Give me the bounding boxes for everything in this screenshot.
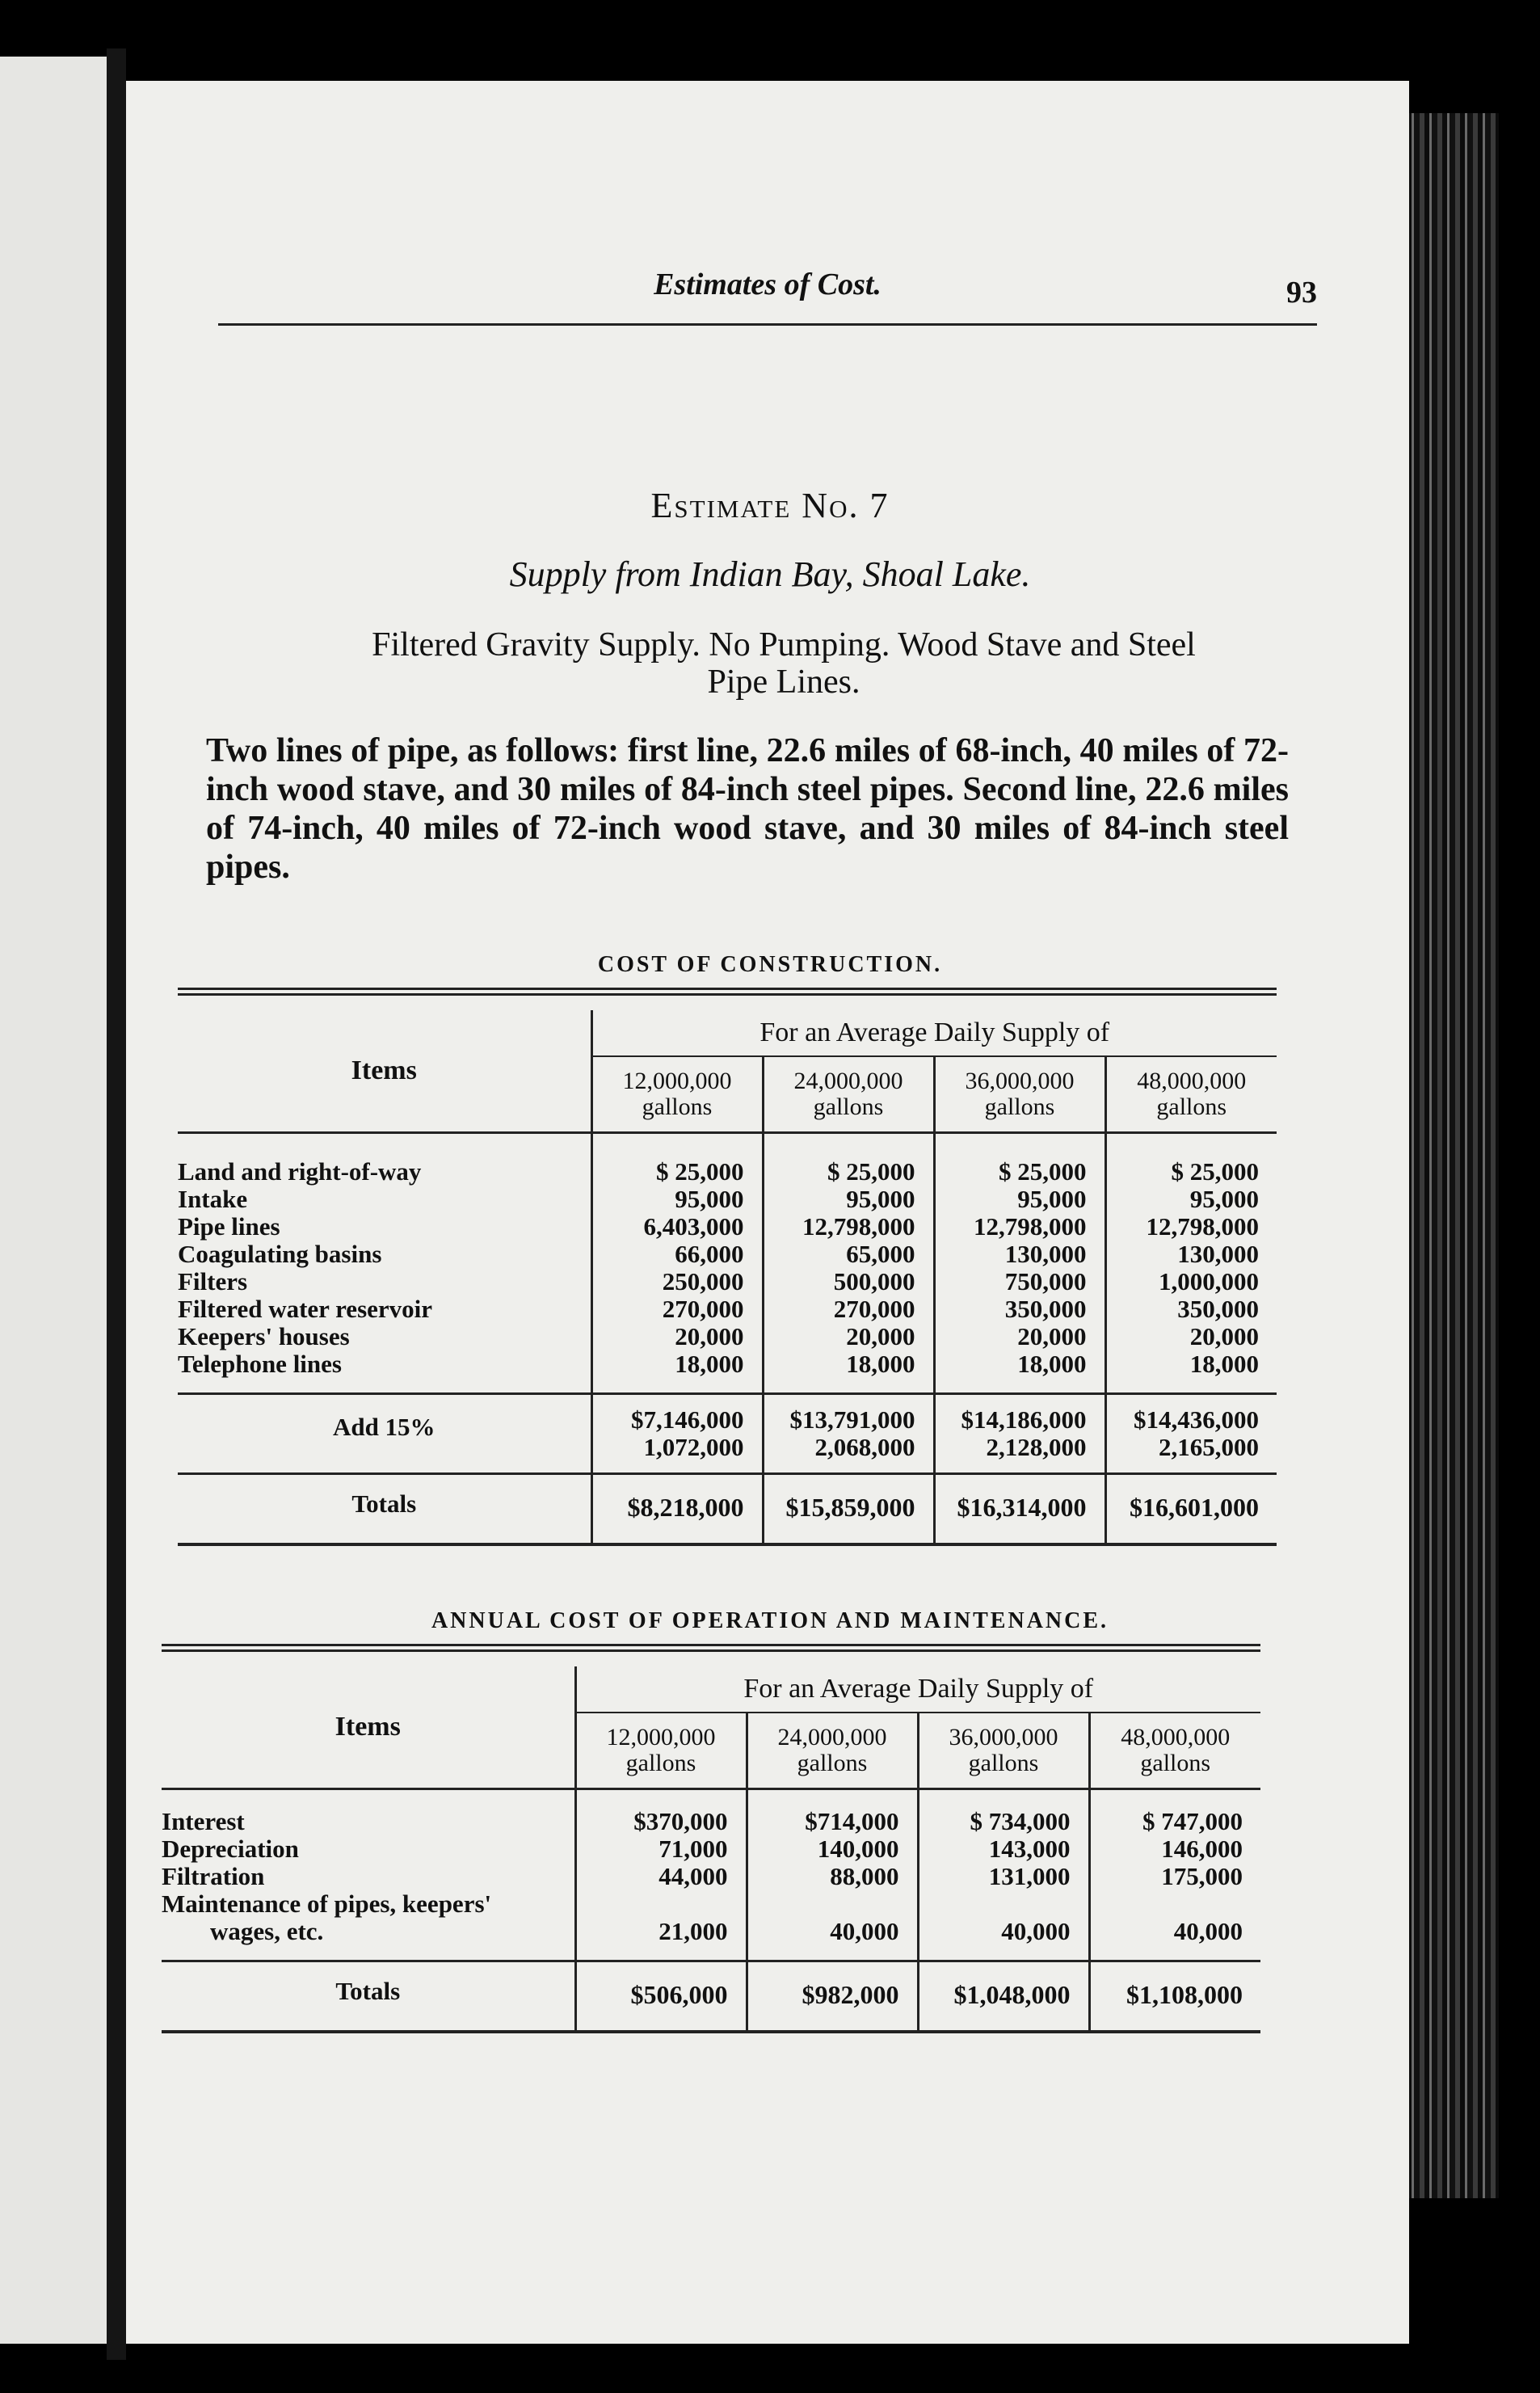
addition-value: 2,128,000 — [986, 1433, 1087, 1461]
page-number: 93 — [1286, 276, 1317, 310]
operation-top-rule — [162, 1644, 1260, 1652]
item-label: Filtered water reservoir — [178, 1295, 433, 1323]
cell-value: 40,000 — [1001, 1917, 1071, 1945]
book-gutter — [107, 48, 126, 2360]
construction-heading: COST OF CONSTRUCTION. — [597, 952, 943, 977]
item-list — [178, 1133, 591, 1394]
cell-value: 95,000 — [846, 1185, 915, 1213]
supply-group-header: For an Average Daily Supply of — [591, 1010, 1277, 1056]
value-column — [747, 1789, 918, 1961]
cell-value: 95,000 — [1017, 1185, 1087, 1213]
construction-table — [178, 1010, 1277, 1546]
cell-value: 88,000 — [830, 1862, 899, 1890]
running-title: Estimates of Cost. — [654, 268, 882, 301]
supply-group-header: For an Average Daily Supply of — [575, 1666, 1260, 1713]
totals-label: Totals — [162, 1961, 575, 2033]
cell-value: $ 25,000 — [827, 1157, 915, 1186]
value-column — [763, 1133, 934, 1394]
subtotal-cell — [934, 1394, 1105, 1474]
item-label: Keepers' houses — [178, 1322, 350, 1350]
cell-value: $ 25,000 — [999, 1157, 1087, 1186]
value-column — [591, 1133, 763, 1394]
subtotal-value: $14,186,000 — [961, 1405, 1087, 1434]
cell-value: 18,000 — [1189, 1350, 1259, 1378]
cell-value: 12,798,000 — [1146, 1212, 1259, 1241]
operation-heading: ANNUAL COST OF OPERATION AND MAINTENANCE. — [431, 1608, 1109, 1633]
item-label: Land and right-of-way — [178, 1157, 422, 1186]
total-value: $16,314,000 — [934, 1474, 1105, 1545]
item-label: Intake — [178, 1185, 248, 1213]
total-value: $1,108,000 — [1089, 1961, 1260, 2033]
cell-value: 95,000 — [1189, 1185, 1259, 1213]
cell-value: 12,798,000 — [802, 1212, 915, 1241]
cell-value: 44,000 — [658, 1862, 728, 1890]
item-label: Maintenance of pipes, keepers' — [162, 1890, 492, 1918]
cell-value: 350,000 — [1177, 1295, 1259, 1323]
value-column — [1089, 1789, 1260, 1961]
subtotal-value: $14,436,000 — [1134, 1405, 1259, 1434]
cell-value: 40,000 — [1173, 1917, 1243, 1945]
cell-value: $ 25,000 — [656, 1157, 744, 1186]
subtotal-cell — [591, 1394, 763, 1474]
cell-value — [577, 1890, 728, 1918]
cell-value: $ 747,000 — [1142, 1807, 1243, 1835]
cell-value: 95,000 — [675, 1185, 744, 1213]
column-header: 24,000,000 gallons — [763, 1056, 934, 1133]
supply-subtitle: Filtered Gravity Supply. No Pumping. Wood Stave and Steel Pipe Lines. — [372, 626, 1196, 701]
cell-value: 350,000 — [1004, 1295, 1087, 1323]
total-value: $1,048,000 — [918, 1961, 1089, 2033]
cell-value: 250,000 — [662, 1267, 744, 1296]
cell-value: 20,000 — [1189, 1322, 1259, 1350]
cell-value: 18,000 — [1017, 1350, 1087, 1378]
operation-table — [162, 1666, 1260, 2033]
items-header: Items — [162, 1666, 575, 1789]
cell-value: 20,000 — [846, 1322, 915, 1350]
item-label: Filters — [178, 1267, 248, 1296]
column-header: 12,000,000 gallons — [591, 1056, 763, 1133]
cell-value: 12,798,000 — [974, 1212, 1087, 1241]
cell-value: $ 734,000 — [970, 1807, 1071, 1835]
value-column — [1105, 1133, 1277, 1394]
value-column — [918, 1789, 1089, 1961]
column-header: 24,000,000 gallons — [747, 1713, 918, 1789]
cell-value: 40,000 — [830, 1917, 899, 1945]
cell-value: 21,000 — [658, 1917, 728, 1945]
page-edges — [1402, 113, 1499, 2198]
cell-value: $714,000 — [805, 1807, 899, 1835]
total-value: $506,000 — [575, 1961, 747, 2033]
subtotal-cell — [763, 1394, 934, 1474]
addition-value: 2,165,000 — [1159, 1433, 1259, 1461]
cell-value: 500,000 — [833, 1267, 915, 1296]
cell-value: 130,000 — [1177, 1240, 1259, 1268]
cell-value: 143,000 — [988, 1835, 1071, 1863]
subtotal-cell — [1105, 1394, 1277, 1474]
cell-value: $370,000 — [633, 1807, 728, 1835]
cell-value: $ 25,000 — [1171, 1157, 1259, 1186]
item-label: Pipe lines — [178, 1212, 280, 1241]
addition-value: 2,068,000 — [814, 1433, 915, 1461]
cell-value: 750,000 — [1004, 1267, 1087, 1296]
left-page-edge — [0, 57, 107, 2344]
cell-value — [919, 1890, 1071, 1918]
pipe-description: Two lines of pipe, as follows: first line, 22.6 miles of 68-inch, 40 miles of 72-inch wood stave, and 30 miles of 84-inch steel pipes. Second line, 22.6 miles of 74-inch, 40 miles of 72-inch wood stave, and 30 miles of 84-inch steel pipes. — [206, 732, 1289, 886]
column-header: 48,000,000 gallons — [1105, 1056, 1277, 1133]
cell-value: 71,000 — [658, 1835, 728, 1863]
total-value: $15,859,000 — [763, 1474, 934, 1545]
cell-value: 20,000 — [675, 1322, 744, 1350]
total-value: $16,601,000 — [1105, 1474, 1277, 1545]
cell-value: 146,000 — [1161, 1835, 1243, 1863]
cell-value — [748, 1890, 899, 1918]
construction-top-rule — [178, 988, 1277, 996]
cell-value: 18,000 — [846, 1350, 915, 1378]
cell-value: 6,403,000 — [643, 1212, 744, 1241]
item-label: Telephone lines — [178, 1350, 342, 1378]
item-label: Interest — [162, 1807, 245, 1835]
cell-value: 131,000 — [988, 1862, 1071, 1890]
subtotal-value: $7,146,000 — [631, 1405, 744, 1434]
item-list — [162, 1789, 575, 1961]
supply-title: Supply from Indian Bay, Shoal Lake. — [509, 554, 1031, 594]
item-label: Coagulating basins — [178, 1240, 382, 1268]
cell-value: 140,000 — [817, 1835, 899, 1863]
cell-value: 66,000 — [675, 1240, 744, 1268]
item-label: Depreciation — [162, 1835, 299, 1863]
column-header: 36,000,000 gallons — [918, 1713, 1089, 1789]
cell-value: 20,000 — [1017, 1322, 1087, 1350]
total-value: $982,000 — [747, 1961, 918, 2033]
items-header: Items — [178, 1010, 591, 1133]
value-column — [934, 1133, 1105, 1394]
item-label: Filtration — [162, 1862, 265, 1890]
item-label: wages, etc. — [210, 1917, 324, 1945]
value-column — [575, 1789, 747, 1961]
totals-label: Totals — [178, 1474, 591, 1545]
cell-value: 130,000 — [1004, 1240, 1087, 1268]
cell-value: 18,000 — [675, 1350, 744, 1378]
cell-value: 1,000,000 — [1159, 1267, 1259, 1296]
cell-value: 270,000 — [662, 1295, 744, 1323]
cell-value — [1091, 1890, 1243, 1918]
addition-value: 1,072,000 — [643, 1433, 744, 1461]
running-head — [218, 267, 1317, 326]
add-percent-label: Add 15% — [178, 1394, 591, 1474]
total-value: $8,218,000 — [591, 1474, 763, 1545]
estimate-number: Estimate No. 7 — [650, 486, 890, 525]
column-header: 36,000,000 gallons — [934, 1056, 1105, 1133]
column-header: 48,000,000 gallons — [1089, 1713, 1260, 1789]
cell-value: 270,000 — [833, 1295, 915, 1323]
subtotal-value: $13,791,000 — [789, 1405, 915, 1434]
cell-value: 65,000 — [846, 1240, 915, 1268]
cell-value: 175,000 — [1161, 1862, 1243, 1890]
column-header: 12,000,000 gallons — [575, 1713, 747, 1789]
